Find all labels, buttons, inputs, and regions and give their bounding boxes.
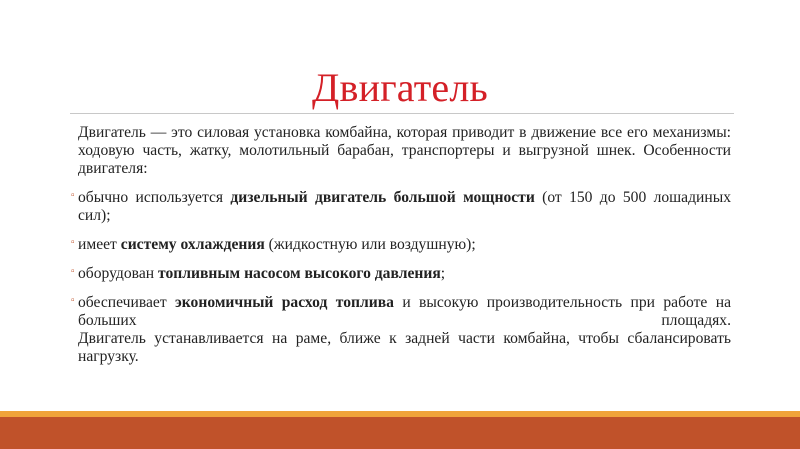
list-item [71, 236, 731, 254]
item-text-bold: систему охлаждения [120, 236, 265, 253]
item-text-tail: Двигатель устанавливается на раме, ближе к задней части комбайна, чтобы сбалансировать нагрузку. [78, 330, 731, 365]
feature-list [71, 189, 732, 366]
list-item [71, 189, 732, 225]
title-divider [70, 113, 734, 114]
item-text-bold: экономичный расход топлива [175, 294, 394, 311]
item-text-main [78, 294, 731, 330]
list-item [71, 294, 731, 366]
footer-bar [0, 417, 800, 449]
item-text-pre: оборудован [78, 265, 158, 282]
list-item [71, 265, 731, 283]
item-text-pre: имеет [78, 236, 121, 253]
item-text-post: и высокую производительность при работе на больших площадях. [78, 294, 731, 329]
intro-paragraph: Двигатель — это силовая установка комбайна, которая приводит в движение все его механизмы: ходовую часть, жатку, молотильный барабан, транспортеры и выгрузной шнек. Особенности двигателя: [78, 124, 731, 177]
item-text-pre: обычно используется [78, 189, 231, 206]
slide-body [71, 124, 732, 377]
bullet-icon: ▫ [71, 190, 75, 201]
bullet-icon: ▫ [71, 295, 75, 306]
bullet-icon: ▫ [71, 237, 75, 248]
item-text-post: ; [440, 265, 446, 282]
slide-title: Двигатель [312, 65, 488, 110]
item-text-pre: обеспечивает [78, 294, 176, 311]
item-text-post: (жидкостную или воздушную); [264, 236, 476, 253]
item-text-post: (от 150 до 500 лошадиных сил); [78, 189, 732, 224]
bullet-icon: ▫ [71, 266, 75, 277]
item-text-bold: топливным насосом высокого давления [158, 265, 441, 282]
item-text-bold: дизельный двигатель большой мощности [230, 189, 535, 206]
